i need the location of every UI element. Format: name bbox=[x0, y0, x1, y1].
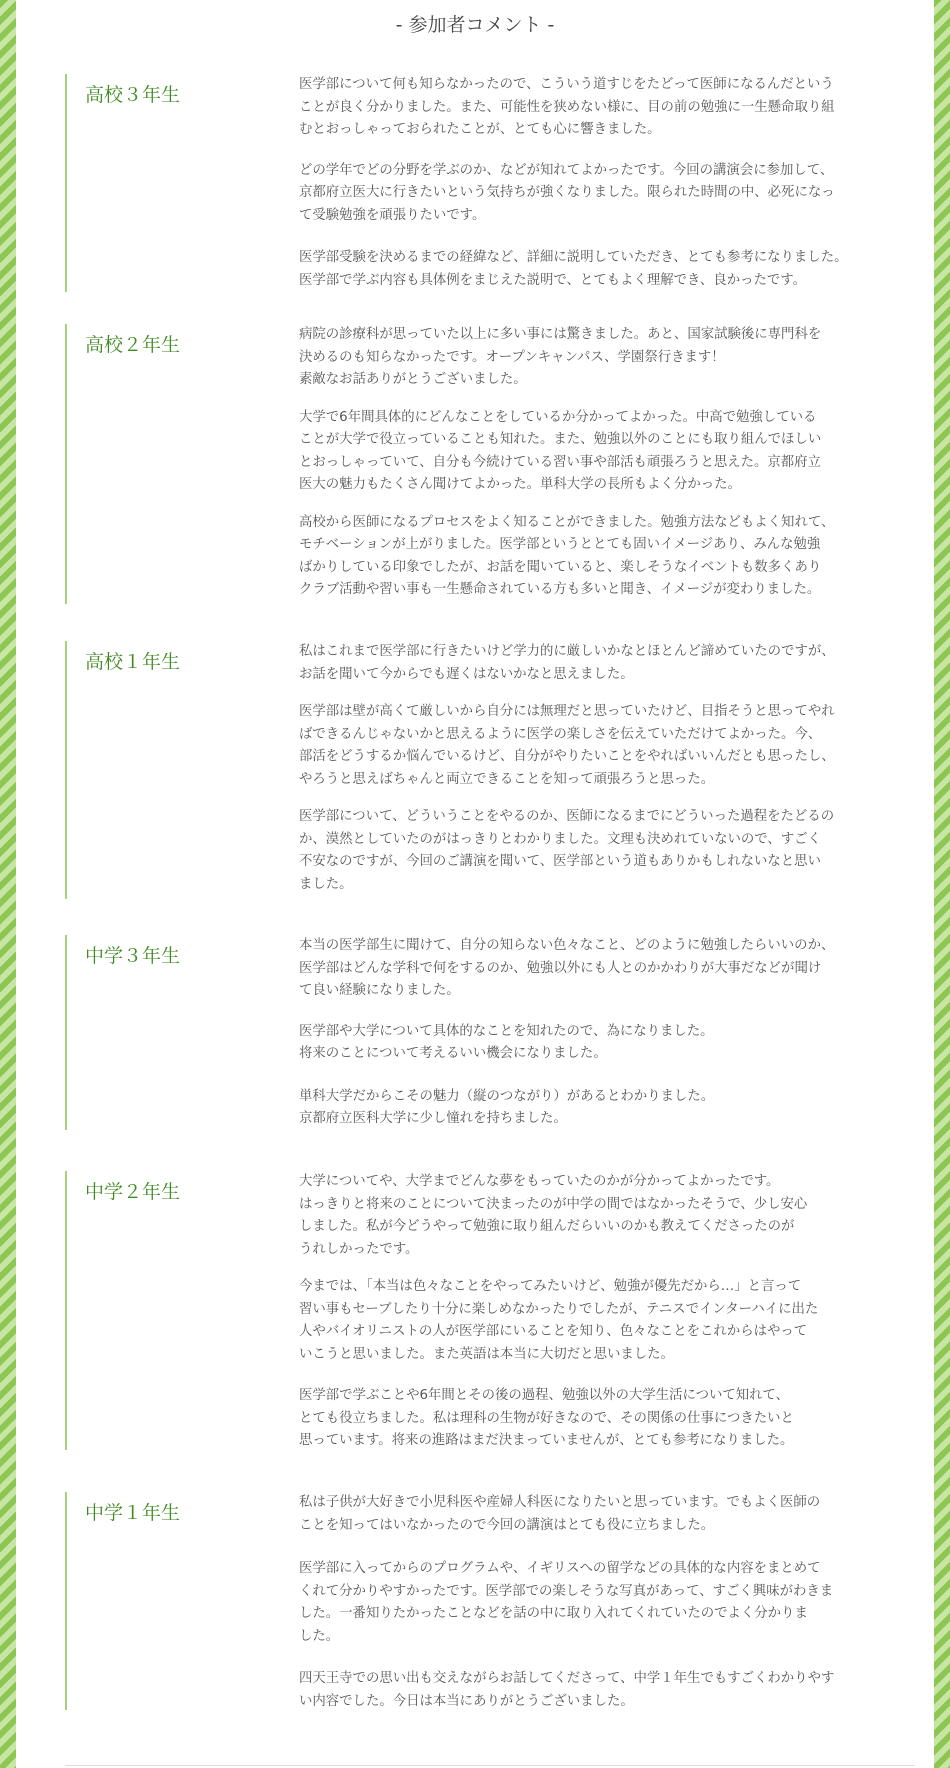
page-content bbox=[16, 0, 934, 1768]
grade-section-junior1 bbox=[65, 1492, 917, 1710]
comment: 私は子供が大好きで小児科医や産婦人科医になりたいと思っています。でもよく医師の ことを知ってはいなかったので今回の講演はとても役に立ちました。 bbox=[299, 1495, 821, 1533]
comment: 医学部受験を決めるまでの経緯など、詳細に説明していただき、とても参考になりました。 医学部で学ぶ内容も具体例をまじえた説明で、とてもよく理解でき、良かったです。 bbox=[299, 250, 848, 288]
comment: 本当の医学部生に聞けて、自分の知らない色々なこと、どのように勉強したらいいのか、 医学部はどんな学科で何をするのか、勉強以外にも人とのかかわりが大事だなどが聞け て良い経験になりました。 bbox=[299, 938, 835, 998]
comment: 単科大学だからこその魅力（縦のつながり）があるとわかりました。 京都府立医科大学に少し憧れを持ちました。 bbox=[299, 1088, 715, 1126]
comment: 今までは、「本当は色々なことをやってみたいけど、勉強が優先だから…」と言って 習い事もセーブしたり十分に楽しめなかったりでしたが、テニスでインターハイに出た 人やバイオリニストの人が医学部にいることを知り、色々なことをこれからはやって いこうと思いました。また英語は本当に大切だと思いました。 bbox=[299, 1279, 819, 1362]
grade-section-junior3 bbox=[65, 935, 917, 1130]
grade-name: 中学２年生 bbox=[85, 1181, 181, 1203]
comment: どの学年でどの分野を学ぶのか、などが知れてよかったです。今回の講演会に参加して、 京都府立医大に行きたいという気持ちが強くなりました。限られた時間の中、必死になっ て受験勉強を頑張りたいです。 bbox=[299, 162, 835, 223]
comment-list bbox=[299, 1492, 899, 1713]
comment: 医学部に入ってからのプログラムや、イギリスへの留学などの具体的な内容をまとめて くれて分かりやすかったです。医学部での楽しそうな写真があって、すごく興味がわきま した。一番知りたかったことなどを話の中に取り入れてくれていたのでよく分かりま した。 bbox=[299, 1561, 834, 1644]
grade-name: 高校３年生 bbox=[85, 84, 181, 106]
comment: 医学部について、どういうことをやるのか、医師になるまでにどういった過程をたどるの か、漠然としていたのがはっきりとわかりました。文理も決めれていないので、すごく 不安なのですが、今回のご講演を聞いて、医学部という道もありかもしれないなと思い ました。 bbox=[299, 809, 835, 892]
grade-section-high3 bbox=[65, 74, 917, 292]
grade-name: 中学３年生 bbox=[85, 945, 181, 967]
comment-list bbox=[299, 74, 899, 292]
comment: 私はこれまで医学部に行きたいけど学力的に厳しいかなとほとんど諦めていたのですが、 お話を聞いて今からでも遅くはないかなと思えました。 bbox=[299, 644, 835, 682]
comment: 四天王寺での思い出も交えながらお話してくださって、中学１年生でもすごくわかりやす い内容でした。今日は本当にありがとうございました。 bbox=[299, 1671, 835, 1709]
comment: 病院の診療科が思っていた以上に多い事には驚きました。あと、国家試験後に専門科を 決めるのも知らなかったです。オープンキャンパス、学園祭行きます！ 素敵なお話ありがとうございました。 bbox=[299, 327, 822, 387]
comment-list bbox=[299, 324, 899, 602]
comment-list bbox=[299, 935, 899, 1131]
grade-name: 中学１年生 bbox=[85, 1502, 181, 1524]
grade-section-junior2 bbox=[65, 1171, 917, 1450]
grade-name: 高校２年生 bbox=[85, 334, 181, 356]
comment: 医学部について何も知らなかったので、こういう道すじをたどって医師になるんだという ことが良く分かりました。また、可能性を狭めない様に、目の前の勉強に一生懸命取り組 むとおっしゃっておられたことが、とても心に響きました。 bbox=[299, 77, 835, 137]
bottom-divider bbox=[65, 1765, 915, 1766]
comment-list bbox=[299, 641, 899, 896]
comment: 医学部で学ぶことや6年間とその後の過程、勉強以外の大学生活について知れて、 とても役立ちました。私は理科の生物が好きなので、その関係の仕事につきたいと 思っています。将来の進路はまだ決まっていませんが、とても参考になりました。 bbox=[299, 1388, 794, 1448]
grade-section-high2 bbox=[65, 324, 917, 604]
comment: 高校から医師になるプロセスをよく知ることができました。勉強方法などもよく知れて、 モチベーションが上がりました。医学部というととても固いイメージあり、みんな勉強 ばかりしている印象でしたが、お話を聞いていると、楽しそうなイベントも数多くあり クラブ活動や習い事も一生懸命されている方も多いと聞き、イメージが変わりました。 bbox=[299, 514, 835, 597]
comment: 大学についてや、大学までどんな夢をもっていたのかが分かってよかったです。 はっきりと将来のことについて決まったのが中学の間ではなかったそうで、少し安心 しました。私が今どうやって勉強に取り組んだらいいのかも教えてくださったのが うれしかったです。 bbox=[299, 1174, 808, 1257]
comment: 医学部や大学について具体的なことを知れたので、為になりました。 将来のことについて考えるいい機会になりました。 bbox=[299, 1023, 714, 1061]
grade-name: 高校１年生 bbox=[85, 651, 181, 673]
comment-list bbox=[299, 1171, 899, 1453]
comment: 大学で6年間具体的にどんなことをしているか分かってよかった。中高で勉強している ことが大学で役立っていることも知れた。また、勉強以外のことにも取り組んでほしい とおっしゃっていて、自分も今続けている習い事や部活も頑張ろうと思えた。京都府立 医大の魅力もたくさん聞けてよかった。単科大学の長所もよく分かった。 bbox=[299, 409, 822, 492]
grade-section-high1 bbox=[65, 641, 917, 899]
comment: 医学部は壁が高くて厳しいから自分には無理だと思っていたけど、目指そうと思ってやれ ばできるんじゃないかと思えるように医学の楽しさを伝えていただけてよかった。今、 部活をどうするか悩んでいるけど、自分がやりたいことをやればいいんだとも思ったし、 やろうと思えばちゃんと両立できることを知って頑張ろうと思った。 bbox=[299, 704, 835, 787]
section-title: - 参加者コメント - bbox=[395, 14, 555, 36]
